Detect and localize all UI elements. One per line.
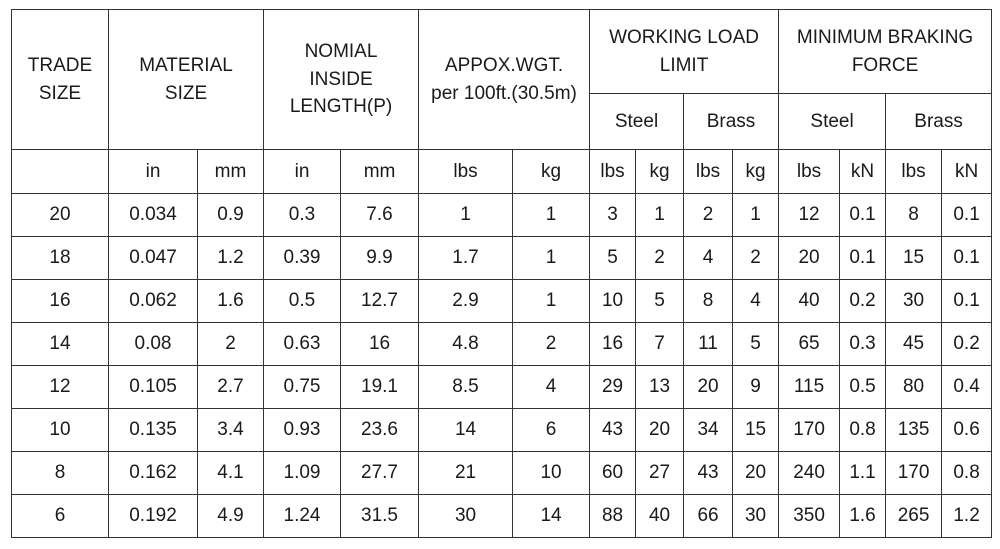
table-cell: 1.6 <box>840 495 886 538</box>
table-cell: 4 <box>733 280 779 323</box>
table-cell: 20 <box>684 366 733 409</box>
table-cell: 350 <box>779 495 840 538</box>
table-cell: 4 <box>513 366 590 409</box>
table-cell: 5 <box>733 323 779 366</box>
table-cell: 10 <box>513 452 590 495</box>
table-cell: 0.5 <box>840 366 886 409</box>
table-cell: 7.6 <box>341 194 419 237</box>
table-cell: 0.1 <box>840 194 886 237</box>
table-cell: 45 <box>886 323 942 366</box>
table-cell: 60 <box>590 452 636 495</box>
table-cell: 2 <box>198 323 264 366</box>
unit-cell: lbs <box>886 150 942 194</box>
table-cell: 4.8 <box>419 323 513 366</box>
table-cell: 240 <box>779 452 840 495</box>
table-cell: 0.08 <box>109 323 198 366</box>
table-cell: 1 <box>636 194 684 237</box>
table-cell: 0.105 <box>109 366 198 409</box>
unit-cell: lbs <box>684 150 733 194</box>
table-cell: 4.1 <box>198 452 264 495</box>
header-approx-weight: APPOX.WGT. per 100ft.(30.5m) <box>419 10 590 150</box>
table-cell: 1 <box>513 280 590 323</box>
table-cell: 14 <box>513 495 590 538</box>
table-cell: 0.047 <box>109 237 198 280</box>
unit-cell: kg <box>513 150 590 194</box>
table-cell: 8 <box>684 280 733 323</box>
table-cell: 4 <box>684 237 733 280</box>
table-cell: 1 <box>419 194 513 237</box>
table-row <box>12 409 992 452</box>
table-cell: 0.192 <box>109 495 198 538</box>
table-cell: 15 <box>733 409 779 452</box>
unit-cell: lbs <box>779 150 840 194</box>
table-cell: 12.7 <box>341 280 419 323</box>
table-cell: 10 <box>590 280 636 323</box>
table-cell: 1.7 <box>419 237 513 280</box>
table-cell: 5 <box>590 237 636 280</box>
table-cell: 8 <box>886 194 942 237</box>
trade-size-cell: 16 <box>12 280 109 323</box>
table-cell: 1.24 <box>264 495 341 538</box>
table-cell: 3 <box>590 194 636 237</box>
table-cell: 1.09 <box>264 452 341 495</box>
unit-cell: mm <box>341 150 419 194</box>
table-cell: 0.162 <box>109 452 198 495</box>
table-cell: 43 <box>590 409 636 452</box>
table-cell: 1.6 <box>198 280 264 323</box>
table-cell: 31.5 <box>341 495 419 538</box>
unit-cell: lbs <box>419 150 513 194</box>
table-body <box>12 194 992 538</box>
table-cell: 80 <box>886 366 942 409</box>
table-cell: 29 <box>590 366 636 409</box>
table-cell: 0.034 <box>109 194 198 237</box>
table-cell: 30 <box>733 495 779 538</box>
trade-size-cell: 8 <box>12 452 109 495</box>
table-cell: 12 <box>779 194 840 237</box>
table-cell: 0.1 <box>942 237 992 280</box>
trade-size-cell: 6 <box>12 495 109 538</box>
table-cell: 23.6 <box>341 409 419 452</box>
table-cell: 20 <box>733 452 779 495</box>
table-cell: 9 <box>733 366 779 409</box>
table-cell: 0.39 <box>264 237 341 280</box>
unit-cell: kN <box>942 150 992 194</box>
table-cell: 0.2 <box>942 323 992 366</box>
unit-cell: lbs <box>590 150 636 194</box>
table-cell: 0.2 <box>840 280 886 323</box>
table-cell: 1.2 <box>198 237 264 280</box>
table-cell: 27 <box>636 452 684 495</box>
header-mbf-brass: Brass <box>886 94 992 150</box>
table-cell: 0.1 <box>942 280 992 323</box>
unit-cell: in <box>264 150 341 194</box>
table-cell: 14 <box>419 409 513 452</box>
unit-cell: kN <box>840 150 886 194</box>
table-cell: 0.4 <box>942 366 992 409</box>
table-cell: 1.2 <box>942 495 992 538</box>
table-cell: 2 <box>513 323 590 366</box>
table-cell: 19.1 <box>341 366 419 409</box>
table-cell: 34 <box>684 409 733 452</box>
table-cell: 20 <box>779 237 840 280</box>
header-nominal-inside-length: NOMIAL INSIDE LENGTH(P) <box>264 10 419 150</box>
table-cell: 11 <box>684 323 733 366</box>
table-cell: 27.7 <box>341 452 419 495</box>
table-cell: 2 <box>733 237 779 280</box>
table-cell: 0.5 <box>264 280 341 323</box>
table-cell: 5 <box>636 280 684 323</box>
table-row <box>12 323 992 366</box>
table-cell: 0.93 <box>264 409 341 452</box>
table-cell: 1 <box>513 237 590 280</box>
table-cell: 13 <box>636 366 684 409</box>
trade-size-cell: 20 <box>12 194 109 237</box>
unit-cell: mm <box>198 150 264 194</box>
unit-cell: kg <box>733 150 779 194</box>
table-cell: 135 <box>886 409 942 452</box>
header-minimum-braking-force: MINIMUM BRAKING FORCE <box>779 10 992 94</box>
table-cell: 40 <box>779 280 840 323</box>
table-cell: 2 <box>636 237 684 280</box>
table-cell: 0.3 <box>264 194 341 237</box>
table-cell: 30 <box>886 280 942 323</box>
header-working-load-limit: WORKING LOAD LIMIT <box>590 10 779 94</box>
table-cell: 8.5 <box>419 366 513 409</box>
table-cell: 1 <box>733 194 779 237</box>
table-cell: 0.9 <box>198 194 264 237</box>
table-cell: 20 <box>636 409 684 452</box>
trade-size-cell: 12 <box>12 366 109 409</box>
table-row <box>12 495 992 538</box>
header-wll-steel: Steel <box>590 94 684 150</box>
table-cell: 6 <box>513 409 590 452</box>
unit-cell: kg <box>636 150 684 194</box>
table-cell: 40 <box>636 495 684 538</box>
table-cell: 88 <box>590 495 636 538</box>
table-cell: 4.9 <box>198 495 264 538</box>
table-cell: 0.63 <box>264 323 341 366</box>
table-cell: 2.9 <box>419 280 513 323</box>
table-cell: 0.8 <box>942 452 992 495</box>
table-cell: 115 <box>779 366 840 409</box>
table-cell: 0.1 <box>840 237 886 280</box>
table-cell: 1 <box>513 194 590 237</box>
header-material-size: MATERIAL SIZE <box>109 10 264 150</box>
table-cell: 0.8 <box>840 409 886 452</box>
table-cell: 0.1 <box>942 194 992 237</box>
table-row <box>12 452 992 495</box>
table-row <box>12 237 992 280</box>
unit-cell: in <box>109 150 198 194</box>
chain-spec-table <box>11 9 992 538</box>
trade-size-cell: 10 <box>12 409 109 452</box>
table-cell: 21 <box>419 452 513 495</box>
table-cell: 0.135 <box>109 409 198 452</box>
table-cell: 15 <box>886 237 942 280</box>
table-cell: 16 <box>341 323 419 366</box>
table-row <box>12 280 992 323</box>
table-cell: 16 <box>590 323 636 366</box>
table-cell: 170 <box>779 409 840 452</box>
table-row <box>12 194 992 237</box>
unit-cell-blank <box>12 150 109 194</box>
header-trade-size: TRADE SIZE <box>12 10 109 150</box>
units-row <box>12 150 992 194</box>
table-cell: 0.062 <box>109 280 198 323</box>
table-cell: 2.7 <box>198 366 264 409</box>
table-cell: 65 <box>779 323 840 366</box>
table-row <box>12 366 992 409</box>
table-cell: 0.75 <box>264 366 341 409</box>
table-cell: 0.6 <box>942 409 992 452</box>
table-cell: 265 <box>886 495 942 538</box>
header-mbf-steel: Steel <box>779 94 886 150</box>
trade-size-cell: 14 <box>12 323 109 366</box>
table-cell: 30 <box>419 495 513 538</box>
table-cell: 43 <box>684 452 733 495</box>
table-cell: 2 <box>684 194 733 237</box>
table-cell: 66 <box>684 495 733 538</box>
table-cell: 9.9 <box>341 237 419 280</box>
table-cell: 170 <box>886 452 942 495</box>
table-cell: 1.1 <box>840 452 886 495</box>
table-cell: 7 <box>636 323 684 366</box>
trade-size-cell: 18 <box>12 237 109 280</box>
table-cell: 0.3 <box>840 323 886 366</box>
table-cell: 3.4 <box>198 409 264 452</box>
header-wll-brass: Brass <box>684 94 779 150</box>
